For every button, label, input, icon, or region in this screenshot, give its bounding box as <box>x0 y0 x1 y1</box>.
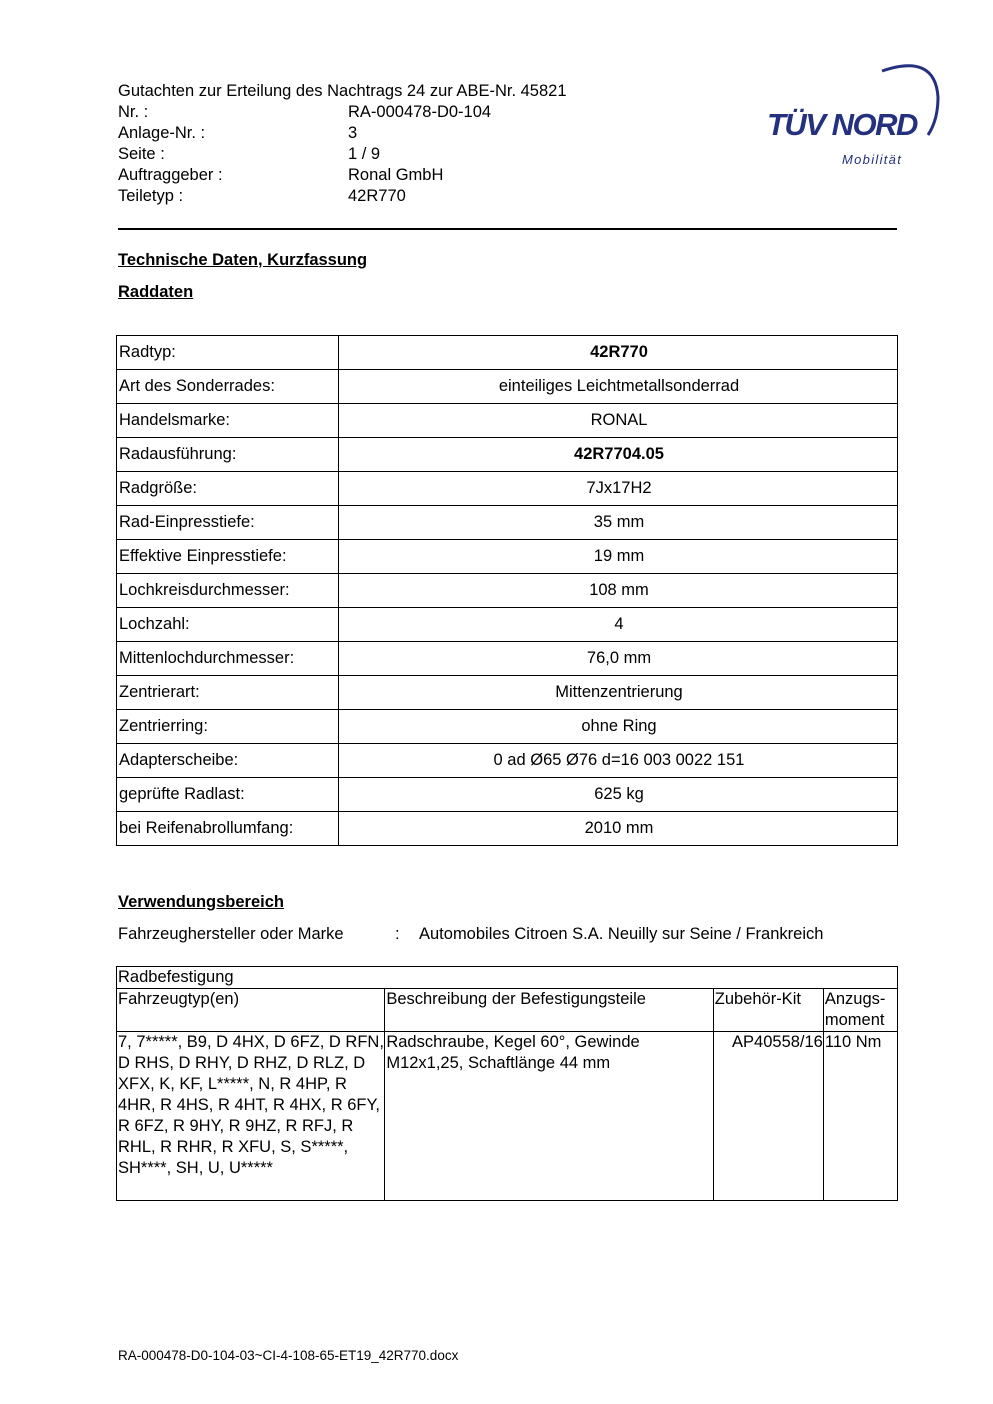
wheel-data-label: Radtyp: <box>117 336 339 370</box>
wheel-data-value: einteiliges Leichtmetallsonderrad <box>339 370 898 404</box>
header-row <box>118 186 567 207</box>
wheel-data-row <box>117 778 898 812</box>
wheel-data-value: 625 kg <box>339 778 898 812</box>
wheel-data-label: Lochkreisdurchmesser: <box>117 574 339 608</box>
header-row <box>118 102 567 123</box>
torque-cell: 110 Nm <box>823 1032 897 1201</box>
wheel-data-label: Adapterscheibe: <box>117 744 339 778</box>
wheel-data-label: Effektive Einpresstiefe: <box>117 540 339 574</box>
vehicle-maker-line <box>118 925 823 944</box>
header-label: Auftraggeber : <box>118 166 223 184</box>
section-title: Technische Daten, Kurzfassung <box>118 251 368 269</box>
logo-mark: TÜV NORD <box>767 107 917 142</box>
header-label: Anlage-Nr. : <box>118 124 206 142</box>
wheel-data-value: 7Jx17H2 <box>339 472 898 506</box>
maker-label: Fahrzeughersteller oder Marke <box>118 925 344 943</box>
header-accessory-kit: Zubehör-Kit <box>713 989 823 1032</box>
wheel-data-label: Zentrierring: <box>117 710 339 744</box>
wheel-data-row <box>117 574 898 608</box>
maker-colon: : <box>395 925 400 943</box>
header-label: Seite : <box>118 145 165 163</box>
wheel-data-value: Mittenzentrierung <box>339 676 898 710</box>
header-description: Beschreibung der Befestigungsteile <box>385 989 713 1032</box>
wheel-data-row <box>117 676 898 710</box>
wheel-data-value: 42R7704.05 <box>339 438 898 472</box>
tuv-nord-logo <box>760 55 945 175</box>
vehicle-types-cell: 7, 7*****, B9, D 4HX, D 6FZ, D RFN, D RHS, D RHY, D RHZ, D RLZ, D XFX, K, KF, L*****, N, R 4HP, R 4HR, R 4HS, R 4HT, R 4HX, R 6FY, R 6FZ, R 9HY, R 9HZ, R RFJ, R RHL, R RHR, R XFU, S, S*****, SH****, SH, U, U***** <box>117 1032 385 1201</box>
wheel-data-row <box>117 710 898 744</box>
wheel-section-title: Raddaten <box>118 283 194 301</box>
wheel-data-value: ohne Ring <box>339 710 898 744</box>
header-torque: Anzugs- moment <box>823 989 897 1032</box>
wheel-data-value: 76,0 mm <box>339 642 898 676</box>
wheel-data-row <box>117 370 898 404</box>
fixing-header-row <box>117 989 898 1032</box>
accessory-kit-cell: AP40558/16 <box>713 1032 823 1201</box>
wheel-data-row <box>117 336 898 370</box>
header-divider <box>118 228 897 230</box>
usage-title: Verwendungsbereich <box>118 893 284 911</box>
wheel-data-table <box>116 335 898 846</box>
wheel-data-label: Handelsmarke: <box>117 404 339 438</box>
fixing-row <box>117 1032 898 1201</box>
report-title: Gutachten zur Erteilung des Nachtrags 24 zur ABE-Nr. 45821 <box>118 82 567 100</box>
header-row <box>118 123 567 144</box>
description-cell: Radschraube, Kegel 60°, Gewinde M12x1,25, Schaftlänge 44 mm <box>385 1032 713 1201</box>
fixing-title-row <box>117 967 898 989</box>
wheel-data-row <box>117 472 898 506</box>
header-value: Ronal GmbH <box>348 166 444 184</box>
wheel-data-row <box>117 608 898 642</box>
wheel-data-row <box>117 404 898 438</box>
logo-subtitle: Mobilität <box>842 152 903 167</box>
header-row <box>118 165 567 186</box>
header-value: 1 / 9 <box>348 145 381 163</box>
wheel-data-value: RONAL <box>339 404 898 438</box>
document-header <box>118 81 567 207</box>
wheel-data-value: 35 mm <box>339 506 898 540</box>
header-value: RA-000478-D0-104 <box>348 103 492 121</box>
wheel-data-value: 42R770 <box>339 336 898 370</box>
wheel-data-label: bei Reifenabrollumfang: <box>117 812 339 846</box>
wheel-data-row <box>117 438 898 472</box>
header-value: 42R770 <box>348 187 406 205</box>
wheel-data-label: Art des Sonderrades: <box>117 370 339 404</box>
wheel-data-label: Rad-Einpresstiefe: <box>117 506 339 540</box>
wheel-data-row <box>117 812 898 846</box>
wheel-data-label: Radausführung: <box>117 438 339 472</box>
fixing-title: Radbefestigung <box>117 967 898 989</box>
wheel-data-row <box>117 744 898 778</box>
wheel-data-value: 4 <box>339 608 898 642</box>
header-value: 3 <box>348 124 358 142</box>
wheel-data-label: Lochzahl: <box>117 608 339 642</box>
wheel-data-label: Zentrierart: <box>117 676 339 710</box>
header-label: Nr. : <box>118 103 149 121</box>
wheel-data-value: 108 mm <box>339 574 898 608</box>
wheel-data-label: Radgröße: <box>117 472 339 506</box>
header-row <box>118 144 567 165</box>
wheel-data-row <box>117 506 898 540</box>
wheel-data-value: 19 mm <box>339 540 898 574</box>
header-vehicle-types: Fahrzeugtyp(en) <box>117 989 385 1032</box>
wheel-data-label: geprüfte Radlast: <box>117 778 339 812</box>
footer-filename: RA-000478-D0-104-03~CI-4-108-65-ET19_42R770.docx <box>118 1348 459 1363</box>
wheel-data-row <box>117 642 898 676</box>
wheel-data-label: Mittenlochdurchmesser: <box>117 642 339 676</box>
wheel-data-value: 2010 mm <box>339 812 898 846</box>
header-label: Teiletyp : <box>118 187 184 205</box>
wheel-fixing-table <box>116 966 898 1201</box>
maker-value: Automobiles Citroen S.A. Neuilly sur Seine / Frankreich <box>419 925 824 943</box>
wheel-data-value: 0 ad Ø65 Ø76 d=16 003 0022 151 <box>339 744 898 778</box>
wheel-data-row <box>117 540 898 574</box>
